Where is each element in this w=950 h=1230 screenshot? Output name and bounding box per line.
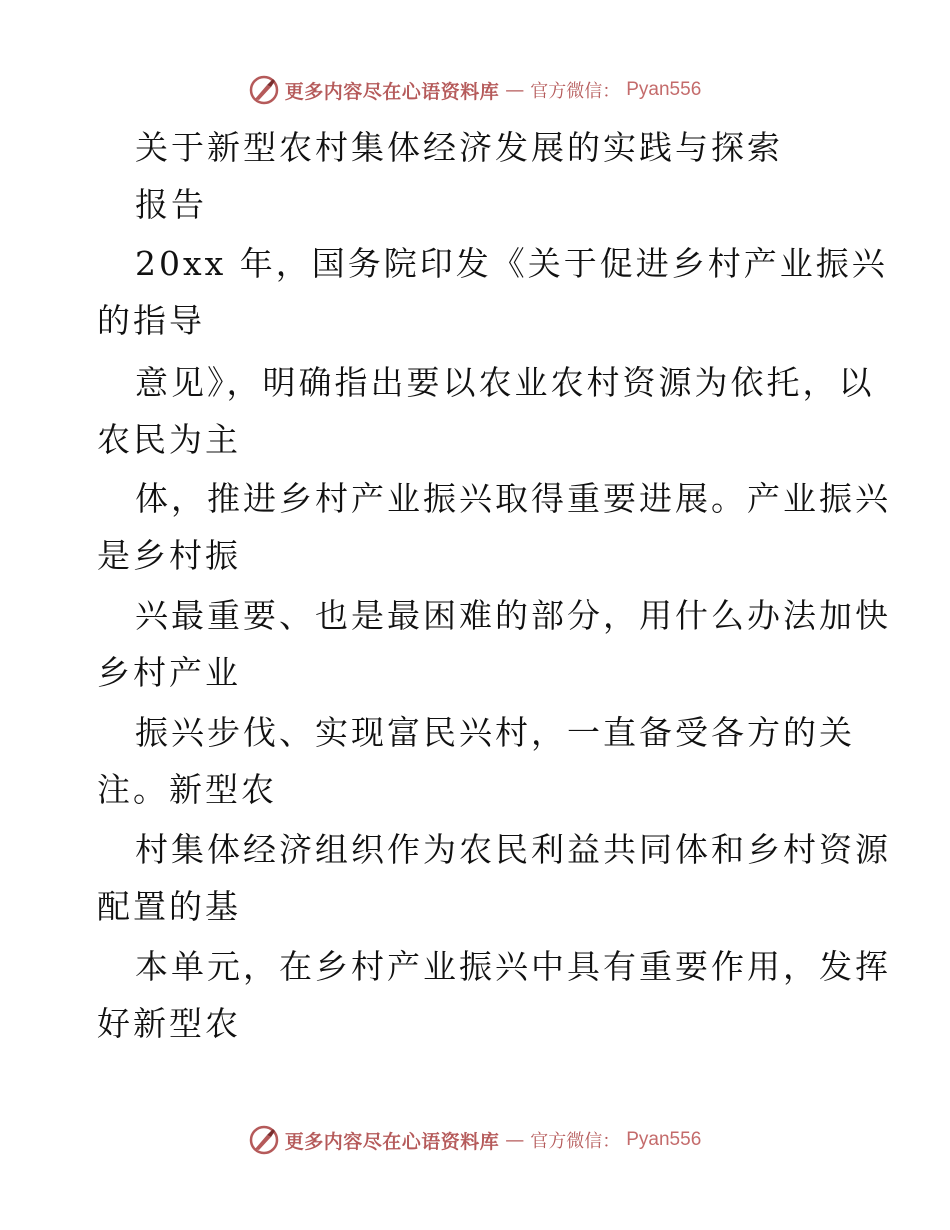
banner-separator: — [505,79,525,101]
banner-text: 更多内容尽在心语资料库 [284,80,500,103]
banner-wechat-id: Pyan556 [626,1129,702,1150]
doc-paragraph-line: 是乡村振 [97,536,241,575]
footer-watermark-banner [0,1120,950,1160]
doc-paragraph-line: 配置的基 [97,887,241,926]
banner-text: 更多内容尽在心语资料库 [284,1130,500,1153]
doc-paragraph-line: 意见》，明确指出要以农业农村资源为依托，以 [135,363,875,402]
banner-wechat-id: Pyan556 [626,79,702,100]
doc-paragraph-line: 20xx 年，国务院印发《关于促进乡村产业振兴 [135,244,888,283]
doc-paragraph-line: 乡村产业 [97,653,241,692]
doc-title-line: 报告 [135,185,207,224]
doc-paragraph-line: 农民为主 [97,420,241,459]
doc-paragraph-line: 好新型农 [97,1004,241,1043]
banner-wechat-label: 官方微信： [530,1131,621,1152]
doc-paragraph-line: 兴最重要、也是最困难的部分，用什么办法加快 [135,596,891,635]
doc-paragraph-line: 振兴步伐、实现富民兴村，一直备受各方的关 [135,713,855,752]
doc-paragraph-line: 注。新型农 [97,770,277,809]
doc-title-line: 关于新型农村集体经济发展的实践与探索 [135,128,783,167]
header-watermark-banner [0,70,950,110]
banner-wechat-label: 官方微信： [530,81,621,102]
doc-paragraph-line: 本单元，在乡村产业振兴中具有重要作用，发挥 [135,947,891,986]
pen-logo-icon [249,75,279,105]
banner-separator: — [505,1129,525,1151]
doc-paragraph-line: 村集体经济组织作为农民利益共同体和乡村资源 [135,830,891,869]
pen-logo-icon [249,1125,279,1155]
doc-paragraph-line: 的指导 [97,301,205,340]
doc-paragraph-line: 体，推进乡村产业振兴取得重要进展。产业振兴 [135,479,891,518]
